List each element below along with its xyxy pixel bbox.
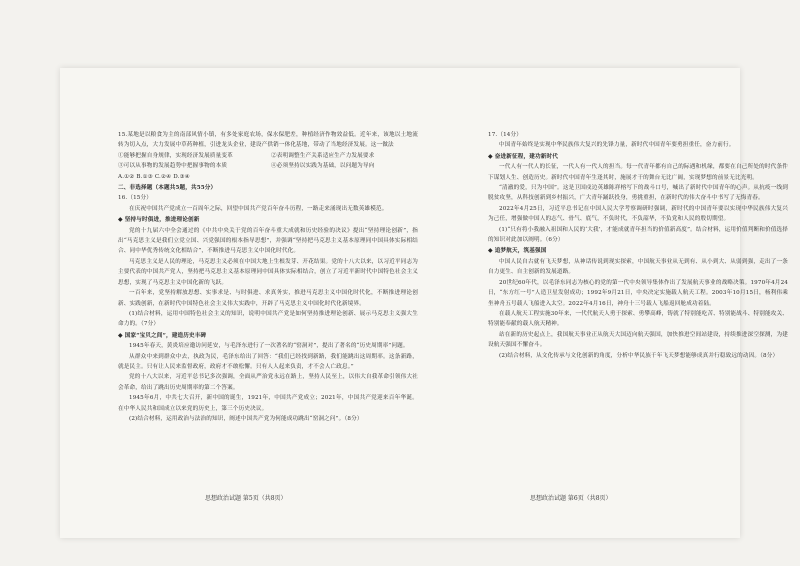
q17-material-2c: 在载人航天工程实施30年来，一代代航天人勇于探索、勇攀高峰，铸就了特别能吃苦、特别能战斗、特别能攻关、特别能奉献的载人航天精神。 bbox=[488, 310, 788, 328]
question-15: 15.某地是以粮食为主的南部风情小镇，有多处家庭农场，保水保肥差，种植经济作物效益低。近年来，该地以土地流转为切入点，大力发展中草药种植，引进龙头企业，建设产供销一体化基地，带动了当地经济发展。这一做法 bbox=[118, 132, 418, 149]
diamond-icon: ◆ bbox=[118, 331, 123, 339]
q16-heading-2-text: 国家“宝贝之间”，建造历史丰碑 bbox=[124, 332, 207, 339]
q16-material-1: 党的十九届六中全会通过的《中共中央关于党的百年奋斗重大成就和历史经验的决议》提出“坚持理论创新”，指出“马克思主义是我们立党立国、兴党强国的根本指导思想”，并强调“坚持把马克思主义基本原理同中国具体实际相结合、同中华优秀传统文化相结合”，不断推进马克思主义中国化时代化。 bbox=[118, 227, 418, 255]
q17-material-1: 一代人有一代人的长征，一代人有一代人的担当。每一代青年都有自己的际遇和机缘，都要在自己所处的时代条件下谋划人生、创造历史。新时代中国青年生逢其时，施展才干的舞台无比广阔，实现梦想的前景无比光明。 bbox=[488, 164, 788, 181]
page-5-footer: 思想政治试题 第5页（共8页） bbox=[205, 495, 287, 502]
q15-statement-4: ④必须坚持以实践为基础，以问题为导向 bbox=[271, 163, 375, 170]
q16-material-2d: 1945年6月，中共七大召开，新中国的诞生，1921年，中国共产党成立；2021年，中国共产党迎来百年华诞。在中华人民共和国成立以来党的历史上，第三个历史决议。 bbox=[118, 395, 418, 412]
q17-material-1b: “清澈的爱，只为中国”。这是卫国戍边英雄陈祥榕写下的战斗口号，喊出了新时代中国青年的心声。从抗疫一线到脱贫攻坚，从科技创新到乡村振兴，广大青年踊跃投身，勇挑重担，在新时代的伟大奋斗中书写了无悔青春。 bbox=[488, 185, 788, 202]
q17-material-1c: 2022年4月25日，习近平总书记在中国人民大学考察调研时强调，新时代的中国青年要以实现中华民族伟大复兴为己任，增强做中国人的志气、骨气、底气，不负时代，不负韶华，不负党和人民的殷切期望。 bbox=[488, 205, 788, 223]
section-2-heading: 二、非选择题（本题共5题，共55分） bbox=[118, 185, 217, 192]
q16-material-1c: 一百年来，党坚持解放思想、实事求是、与时俱进、求真务实，推进马克思主义中国化时代化，不断推进理论创新、实践创新，在新时代中国特色社会主义伟大实践中，开辟了马克思主义中国化时代化新境界。 bbox=[118, 290, 418, 307]
q16-material-1b: 马克思主义是人民的理论，马克思主义必须在中国大地上生根发芽、开花结果。党的十八大以来，以习近平同志为主要代表的中国共产党人，坚持把马克思主义基本原理同中国具体实际相结合，创立了习近平新时代中国特色社会主义思想，实现了马克思主义中国化新的飞跃。 bbox=[118, 258, 418, 286]
q17-sub-2: (2)结合材料，从文化传承与文化创新的角度，分析中华民族千年飞天梦想能够成真并行稳致远的动因。（8分） bbox=[499, 352, 779, 359]
q16-heading-1-text: 坚持与时俱进，推进理论创新 bbox=[124, 217, 200, 224]
q17-material-2d: 站在新的历史起点上，我国航天事业正从航天大国迈向航天强国，加快推进空间站建设，持续推进深空探测，为建设航天强国不懈奋斗。 bbox=[488, 331, 788, 349]
diamond-icon: ◆ bbox=[118, 216, 123, 224]
q17-heading-2-text: 追梦航天，筑基强国 bbox=[494, 248, 547, 255]
q17-material-2b: 20世纪60年代，以毛泽东同志为核心的党的第一代中央领导集体作出了发展航天事业的战略决策。1970年4月24日，“东方红一号”人造卫星发射成功；1992年9月21日，中央决定实施载人航天工程。2003年10月15日，杨利伟乘坐神舟五号载人飞船进入太空。2022年4月16日，神舟十三号载人飞船返回舱成功着陆。 bbox=[488, 279, 788, 307]
exam-sheet bbox=[60, 68, 788, 538]
page-5-column bbox=[118, 130, 418, 424]
page-6-column bbox=[488, 130, 788, 361]
q17-material-1-heading bbox=[488, 152, 788, 162]
q17-sub-1: (1)“只有将小我融入祖国和人民的‘大我’，才能成就青年担当的价值新高度”。结合材料，运用价值判断和价值选择的知识对此加以阐明。（6分） bbox=[488, 226, 788, 244]
q16-material-1-heading bbox=[118, 215, 418, 225]
q15-choices: A.①② B.①③ C.②④ D.③④ bbox=[118, 173, 190, 180]
q17-material-2-heading bbox=[488, 246, 788, 256]
q16-sub-1: (1)结合材料，运用中国特色社会主义的知识，说明中国共产党是如何坚持推进理论创新、展示马克思主义强大生命力的。（7分） bbox=[118, 310, 418, 328]
q16-intro: 在庆祝中国共产党成立一百周年之际，回望中国共产党百年奋斗历程，一路走来涌现出无数英雄模范。 bbox=[129, 205, 388, 212]
diamond-icon: ◆ bbox=[488, 152, 493, 160]
q16-material-2-heading bbox=[118, 331, 418, 341]
q16-material-2: 1945年春天，黄炎培应邀访问延安，与毛泽东进行了一次著名的“窑洞对”，提出了著名的“历史周期率”问题。 bbox=[129, 343, 409, 350]
q15-statement-3: ③可以从事物的发展趋势中把握事物的本质 bbox=[118, 163, 228, 170]
question-17-number: 17.（14分） bbox=[488, 132, 522, 138]
question-16-number: 16.（15分） bbox=[118, 195, 152, 202]
q16-material-2c: 党的十八大以来，习近平总书记多次强调，全面从严治党永远在路上，坚持人民至上，以伟大自我革命引领伟大社会革命，给出了跳出历史周期率的第二个答案。 bbox=[118, 374, 418, 391]
q16-material-2b: 从群众中来到群众中去，执政为民，毛泽东给出了回答：“我们已经找到新路，我们能跳出这周期率。这条新路，就是民主。只有让人民来监督政府，政府才不敢松懈。只有人人起来负责，才不会人亡政息。” bbox=[118, 353, 418, 370]
q15-statement-1: ①能够把握自身规律，实现经济发展质量变革 bbox=[118, 152, 233, 159]
diamond-icon: ◆ bbox=[488, 247, 493, 255]
q17-intro: 中国青年始终是实现中华民族伟大复兴的先锋力量，新时代中国青年要勇担重任，奋力前行。 bbox=[499, 142, 735, 149]
q15-statements bbox=[118, 151, 418, 172]
q15-statement-2: ②表明调整生产关系适应生产力发展要求 bbox=[271, 152, 375, 159]
page-6-footer: 思想政治试题 第6页（共8页） bbox=[530, 495, 612, 502]
q16-sub-2: (2)结合材料，运用政治与法治的知识，阐述中国共产党为何能成功跳出“窑洞之问”。（8分） bbox=[129, 415, 363, 422]
q17-material-2: 中国人民自古就有飞天梦想，从神话传说到现实探索，中国航天事业从无到有、从小到大、从弱到强，走出了一条自力更生、自主创新的发展道路。 bbox=[488, 258, 788, 276]
q17-heading-1-text: 奋进新征程，建功新时代 bbox=[494, 153, 558, 160]
